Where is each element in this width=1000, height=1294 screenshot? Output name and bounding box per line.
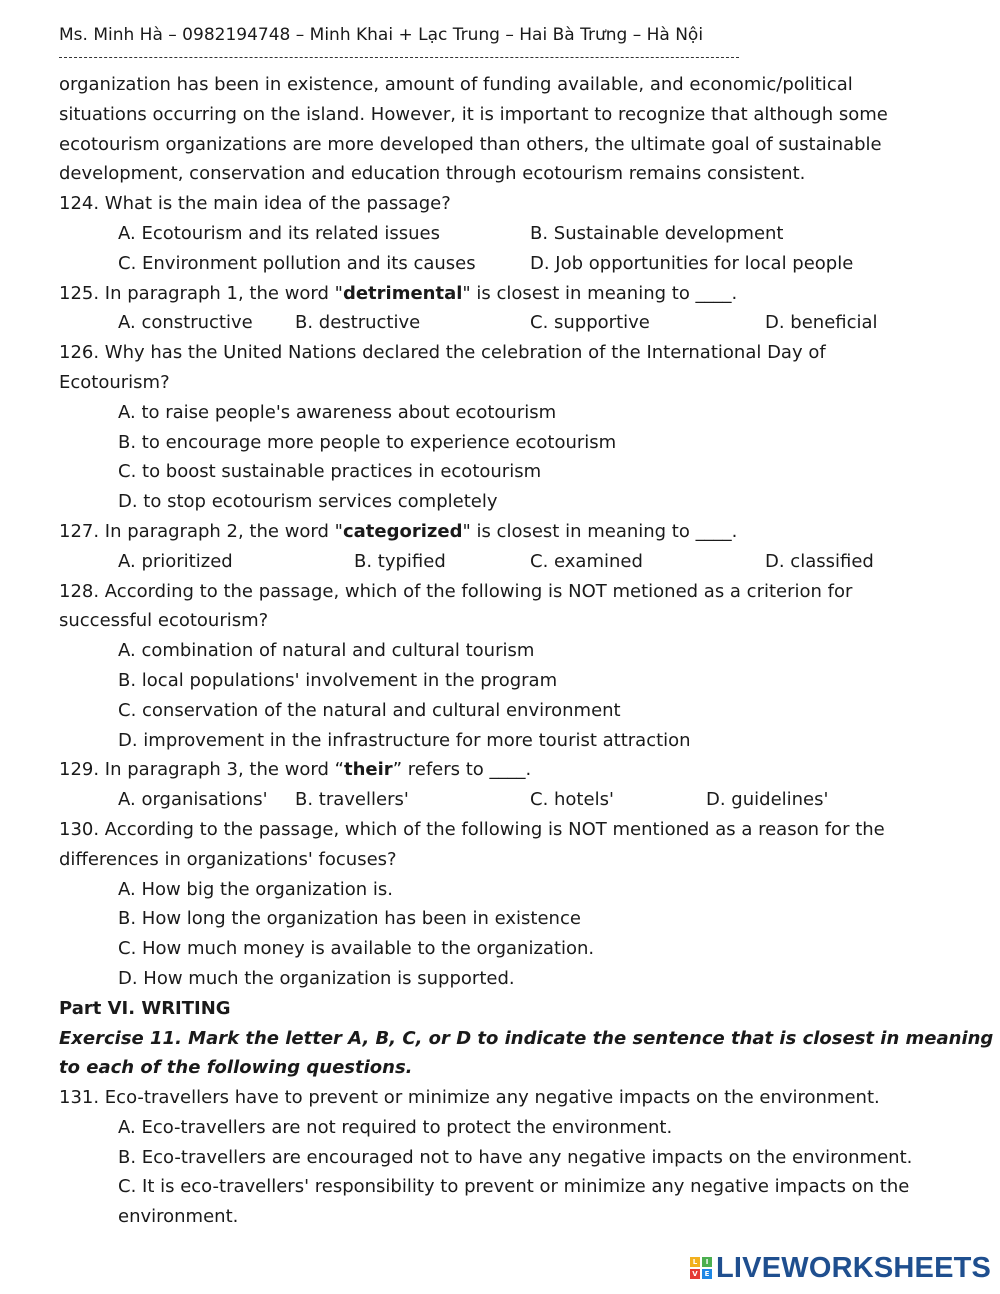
exercise-11-instruction-cont: to each of the following questions. — [59, 1057, 413, 1079]
q130-option-b[interactable]: B. How long the organization has been in existence — [118, 908, 581, 930]
question-130-stem: 130. According to the passage, which of the following is NOT mentioned as a reason for the — [59, 818, 885, 840]
question-130-stem-cont: differences in organizations' focuses? — [59, 848, 397, 870]
passage-line: organization has been in existence, amount of funding available, and economic/political — [59, 74, 853, 95]
q131-option-b[interactable]: B. Eco-travellers are encouraged not to have any negative impacts on the environment. — [118, 1146, 913, 1168]
question-126-stem: 126. Why has the United Nations declared the celebration of the International Day of — [59, 342, 826, 364]
q125-keyword: detrimental — [342, 282, 463, 304]
q131-option-a[interactable]: A. Eco-travellers are not required to protect the environment. — [118, 1116, 673, 1138]
q127-option-b[interactable]: B. typified — [354, 550, 446, 572]
passage-line: development, conservation and education through ecotourism remains consistent. — [59, 163, 806, 185]
q128-option-c[interactable]: C. conservation of the natural and cultural environment — [118, 699, 621, 721]
q128-option-b[interactable]: B. local populations' involvement in the program — [118, 669, 558, 691]
q124-option-c[interactable]: C. Environment pollution and its causes — [118, 252, 476, 274]
q125-stem-pre: 125. In paragraph 1, the word " — [59, 282, 343, 304]
q129-option-d[interactable]: D. guidelines' — [706, 789, 829, 811]
question-124-stem: 124. What is the main idea of the passage? — [59, 193, 451, 215]
q126-option-a[interactable]: A. to raise people's awareness about ecotourism — [118, 401, 557, 423]
q129-option-c[interactable]: C. hotels' — [530, 789, 614, 811]
q129-stem-pre: 129. In paragraph 3, the word “ — [59, 759, 344, 781]
q126-option-d[interactable]: D. to stop ecotourism services completely — [118, 491, 498, 513]
q125-option-a[interactable]: A. constructive — [118, 312, 253, 334]
question-124-options-row2 — [59, 249, 939, 279]
exercise-11-instruction: Exercise 11. Mark the letter A, B, C, or D to indicate the sentence that is closest in meaning — [59, 1027, 994, 1049]
logo-square: I — [702, 1257, 712, 1267]
q124-option-a[interactable]: A. Ecotourism and its related issues — [118, 222, 440, 244]
q130-option-d[interactable]: D. How much the organization is supported. — [118, 967, 515, 989]
question-125-options — [59, 308, 939, 338]
q130-option-a[interactable]: A. How big the organization is. — [118, 878, 394, 900]
q127-option-d[interactable]: D. classified — [765, 550, 874, 572]
q126-option-c[interactable]: C. to boost sustainable practices in ecotourism — [118, 461, 542, 483]
question-128-stem: 128. According to the passage, which of the following is NOT metioned as a criterion for — [59, 580, 853, 602]
passage-line: situations occurring on the island. However, it is important to recognize that although some — [59, 103, 888, 125]
question-126-stem-cont: Ecotourism? — [59, 371, 170, 393]
logo-square: L — [690, 1257, 700, 1267]
logo-square: V — [690, 1269, 700, 1279]
question-127-options — [59, 547, 939, 577]
q128-option-a[interactable]: A. combination of natural and cultural tourism — [118, 640, 535, 662]
q126-option-b[interactable]: B. to encourage more people to experience ecotourism — [118, 431, 617, 453]
q127-keyword: categorized — [342, 520, 463, 542]
q131-option-c[interactable]: C. It is eco-travellers' responsibility to prevent or minimize any negative impacts on the — [118, 1176, 910, 1198]
question-128-stem-cont: successful ecotourism? — [59, 610, 269, 632]
question-129-options — [59, 785, 939, 815]
q129-stem-post: ” refers to ____. — [392, 759, 532, 781]
question-124-options-row1 — [59, 219, 939, 249]
q131-option-c-cont: environment. — [118, 1206, 239, 1228]
q129-option-b[interactable]: B. travellers' — [295, 789, 409, 811]
q128-option-d[interactable]: D. improvement in the infrastructure for more tourist attraction — [118, 729, 691, 751]
q127-stem-pre: 127. In paragraph 2, the word " — [59, 520, 343, 542]
q124-option-b[interactable]: B. Sustainable development — [530, 222, 784, 244]
q130-option-c[interactable]: C. How much money is available to the organization. — [118, 938, 595, 960]
passage-line: ecotourism organizations are more developed than others, the ultimate goal of sustainable — [59, 133, 882, 155]
q125-option-b[interactable]: B. destructive — [295, 312, 421, 334]
question-127-stem — [59, 517, 939, 547]
q125-option-d[interactable]: D. beneficial — [765, 312, 878, 334]
question-129-stem — [59, 755, 939, 785]
q127-option-c[interactable]: C. examined — [530, 550, 643, 572]
page-header: Ms. Minh Hà – 0982194748 – Minh Khai + Lạc Trung – Hai Bà Trưng – Hà Nội — [59, 25, 704, 45]
part-6-title: Part VI. WRITING — [59, 997, 231, 1019]
logo-text: LIVEWORKSHEETS — [716, 1251, 992, 1284]
q124-option-d[interactable]: D. Job opportunities for local people — [530, 252, 854, 274]
question-125-stem — [59, 279, 939, 309]
q125-option-c[interactable]: C. supportive — [530, 312, 650, 334]
q129-keyword: their — [344, 759, 393, 781]
q125-stem-post: " is closest in meaning to ____. — [462, 282, 738, 304]
q129-option-a[interactable]: A. organisations' — [118, 789, 268, 811]
worksheet-content — [59, 70, 994, 1232]
q127-stem-post: " is closest in meaning to ____. — [462, 520, 738, 542]
q127-option-a[interactable]: A. prioritized — [118, 550, 233, 572]
logo-squares-icon — [690, 1257, 712, 1279]
logo-square: E — [702, 1269, 712, 1279]
liveworksheets-logo — [690, 1250, 991, 1286]
question-131-stem: 131. Eco-travellers have to prevent or minimize any negative impacts on the environment. — [59, 1087, 880, 1109]
